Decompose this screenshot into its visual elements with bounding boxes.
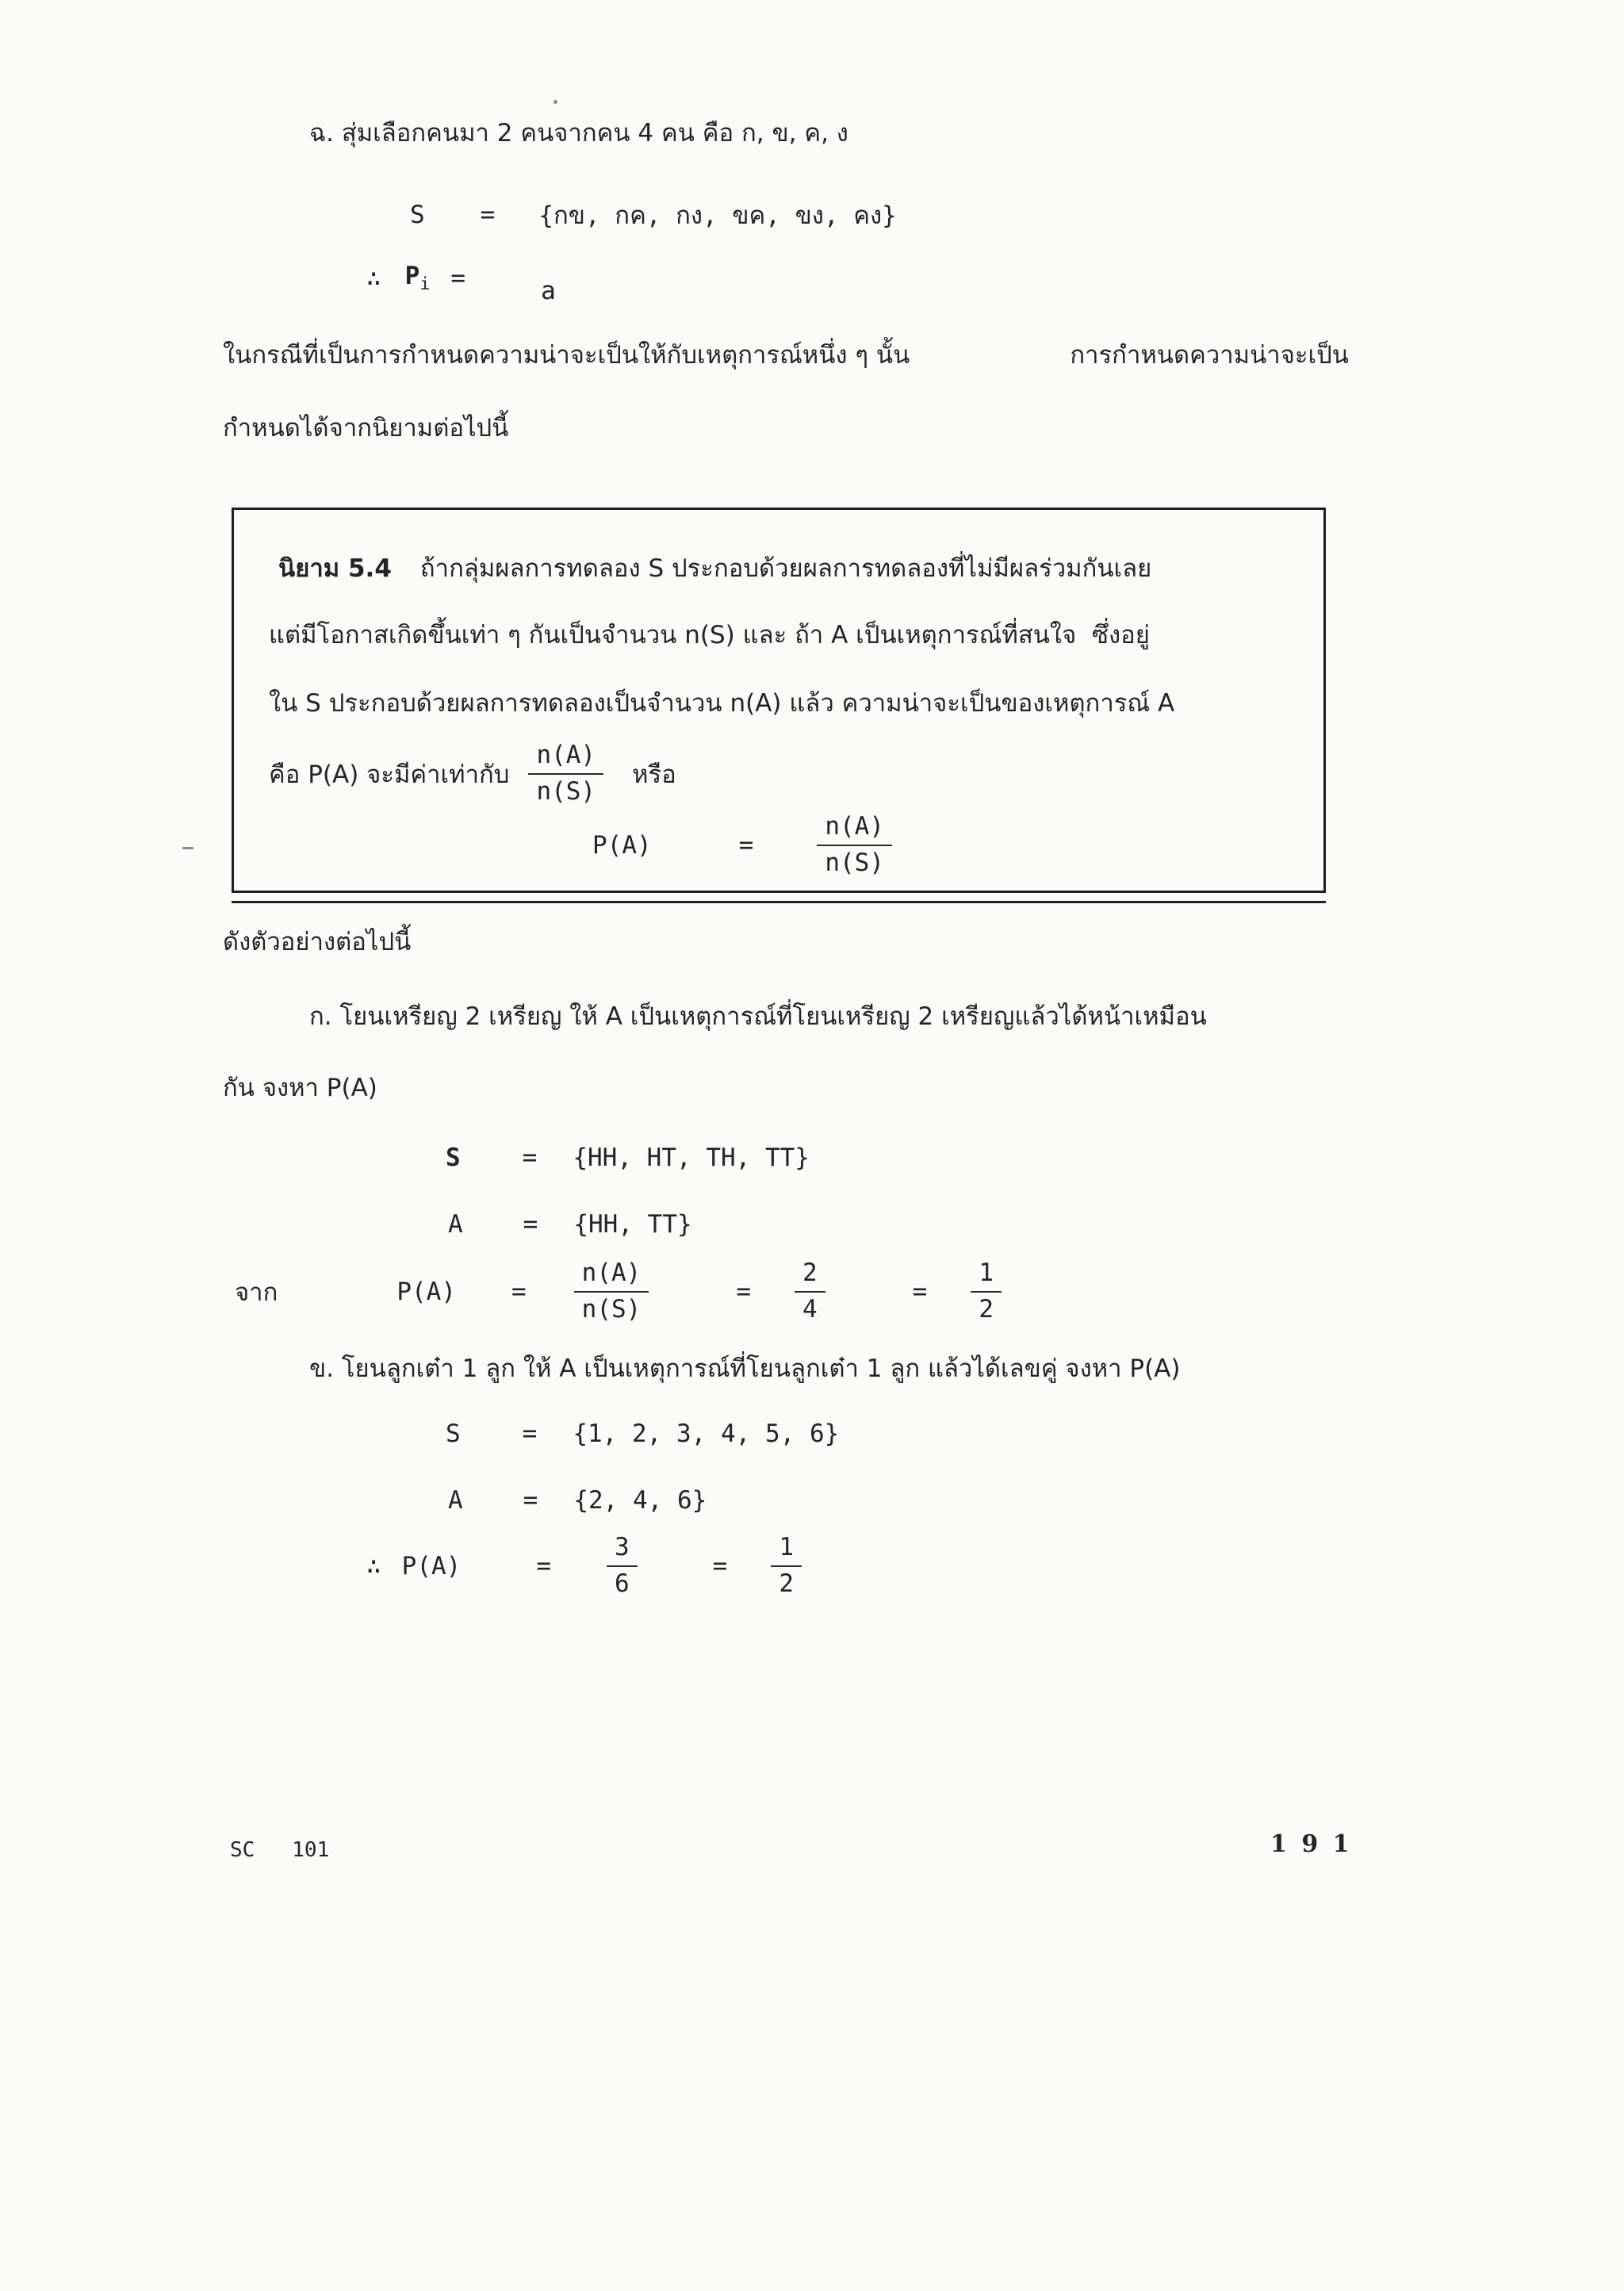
a-label: A xyxy=(448,1486,463,1515)
example-a-probability xyxy=(235,1259,1002,1324)
formula-lhs: P(A) xyxy=(592,830,652,860)
example-a-sample-space xyxy=(446,1144,810,1172)
definition-line-1: ถ้ากลุ่มผลการทดลอง S ประกอบด้วยผลการทดลองที่ไม่มีผลร่วมกันเลย xyxy=(419,554,1152,583)
example-b-line-1: ข. โยนลูกเต๋า 1 ลูก ให้ A เป็นเหตุการณ์ที่โยนลูกเต๋า 1 ลูก แล้วได้เลขคู่ จงหา P(A) xyxy=(309,1354,1181,1383)
equals-sign: = xyxy=(480,201,496,229)
equals-sign: = xyxy=(522,1419,538,1448)
p-value: a xyxy=(541,276,556,305)
fraction-numerator: n(A) xyxy=(528,741,603,775)
s-set-value: {HH, HT, TH, TT} xyxy=(573,1144,810,1172)
paragraph-line-2: กำหนดได้จากนิยามต่อไปนี้ xyxy=(223,414,509,442)
definition-title-row xyxy=(278,548,1151,588)
paragraph-line-1-right: การกำหนดความน่าจะเป็น xyxy=(1070,341,1349,370)
example-a-line-2: กัน จงหา P(A) xyxy=(223,1074,377,1102)
example-b-sample-space xyxy=(446,1419,839,1448)
equals-sign: = xyxy=(450,263,466,293)
scan-artifact-dash xyxy=(182,847,193,849)
a-label: A xyxy=(448,1210,463,1239)
s-label: S xyxy=(446,1144,461,1172)
example-b-event-set xyxy=(448,1486,707,1515)
definition-line-4 xyxy=(269,741,676,806)
paragraph-line-1 xyxy=(223,339,1349,371)
from-label: จาก xyxy=(235,1278,278,1307)
a-set-value: {2, 4, 6} xyxy=(573,1486,707,1515)
page-number: 1 9 1 xyxy=(1270,1830,1353,1858)
p-of-a: P(A) xyxy=(396,1277,456,1306)
definition-box-bottom-rule xyxy=(232,901,1326,903)
s-label: S xyxy=(446,1419,461,1448)
fraction-1-2: $\frac{1}{2}$ xyxy=(771,1534,802,1598)
item-f-probability xyxy=(366,262,556,305)
p-sub-i: $P_i$ xyxy=(404,262,431,295)
therefore-symbol: ∴ xyxy=(366,1551,381,1580)
item-f-sample-space xyxy=(410,195,897,235)
equals-sign: = xyxy=(712,1551,728,1580)
formula-fraction xyxy=(817,813,892,877)
example-b-probability xyxy=(366,1534,802,1598)
s-set-value: {1, 2, 3, 4, 5, 6} xyxy=(573,1419,840,1448)
equals-sign: = xyxy=(511,1277,527,1306)
s-label: S xyxy=(410,201,425,229)
p-of-a: P(A) xyxy=(401,1551,462,1580)
equals-sign: = xyxy=(523,1486,538,1515)
equals-sign: = xyxy=(736,1277,751,1306)
definition-line-4-prefix: คือ P(A) จะมีค่าเท่ากับ xyxy=(269,760,510,789)
fraction-2-4: $\frac{2}{4}$ xyxy=(795,1259,825,1324)
equals-sign: = xyxy=(522,1144,538,1172)
scan-artifact-dot xyxy=(553,100,557,104)
a-set-value: {HH, TT} xyxy=(573,1210,692,1239)
fraction-1-2: $\frac{1}{2}$ xyxy=(971,1259,1002,1324)
definition-formula xyxy=(592,813,892,877)
formula-equals: = xyxy=(738,830,754,860)
definition-line-4-suffix: หรือ xyxy=(632,760,676,789)
equals-sign: = xyxy=(523,1210,538,1239)
definition-line-3: ใน S ประกอบด้วยผลการทดลองเป็นจำนวน n(A) แล้ว ความน่าจะเป็นของเหตุการณ์ A xyxy=(269,689,1175,718)
definition-line-2: แต่มีโอกาสเกิดขึ้นเท่า ๆ กันเป็นจำนวน n(S) และ ถ้า A เป็นเหตุการณ์ที่สนใจ ซึ่งอยู่ xyxy=(269,621,1150,649)
example-a-event-set xyxy=(448,1210,692,1239)
definition-box xyxy=(232,508,1326,893)
item-f-heading: ฉ. สุ่มเลือกคนมา 2 คนจากคน 4 คน คือ ก, ข, ค, ง xyxy=(309,119,848,147)
formula-fraction-numerator: n(A) xyxy=(817,813,892,846)
footer-course-code: SC 101 xyxy=(230,1838,330,1862)
definition-title: นิยาม 5.4 xyxy=(278,554,392,583)
example-a-line-1: ก. โยนเหรียญ 2 เหรียญ ให้ A เป็นเหตุการณ์ที่โยนเหรียญ 2 เหรียญแล้วได้หน้าเหมือน xyxy=(309,1002,1207,1031)
examples-intro: ดังตัวอย่างต่อไปนี้ xyxy=(223,928,412,956)
fraction-3-6: $\frac{3}{6}$ xyxy=(607,1534,638,1598)
equals-sign: = xyxy=(536,1551,551,1580)
fraction-nA-nS xyxy=(528,741,603,806)
equals-sign: = xyxy=(912,1277,928,1306)
s-set-value: {กข, กค, กง, ขค, ขง, คง} xyxy=(538,201,897,230)
paragraph-line-1-left: ในกรณีที่เป็นการกำหนดความน่าจะเป็นให้กับเหตุการณ์หนึ่ง ๆ นั้น xyxy=(223,341,910,370)
fraction-nA-nS: $\frac{n(A)}{n(S)}$ xyxy=(574,1259,649,1324)
therefore-symbol: ∴ xyxy=(366,263,381,293)
fraction-denominator: n(S) xyxy=(536,776,596,806)
formula-fraction-denominator: n(S) xyxy=(825,848,884,877)
